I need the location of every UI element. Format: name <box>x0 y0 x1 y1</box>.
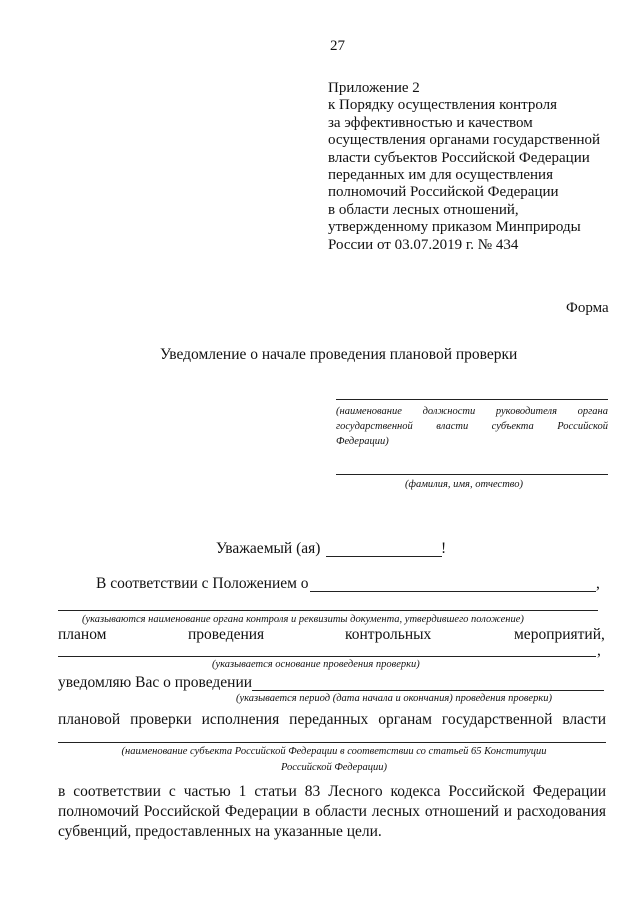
basis-note: (указывается основание проведения проверки) <box>212 659 420 670</box>
final-line: субвенций, предоставленных на указанные цели. <box>58 823 382 840</box>
regulation-line-2 <box>58 610 598 611</box>
appendix-line: утвержденному приказом Минприроды <box>328 219 581 236</box>
final-paragraph <box>58 782 606 842</box>
appendix-line: переданных им для осуществления <box>328 167 553 184</box>
comma: , <box>597 642 601 659</box>
final-line: полномочий Российской Федерации в области лесных отношений и расходования <box>58 803 606 820</box>
appendix-line: полномочий Российской Федерации <box>328 184 559 201</box>
plan-word: планом <box>58 626 107 643</box>
plan-word: проведения <box>188 626 265 643</box>
subject-note <box>60 744 608 776</box>
appendix-line: к Порядку осуществления контроля <box>328 97 558 114</box>
subject-line <box>58 742 606 743</box>
greeting-name-line <box>326 556 442 557</box>
regulation-line <box>310 591 596 592</box>
appendix-line: в области лесных отношений, <box>328 201 519 218</box>
note-line: Российской Федерации) <box>280 762 388 773</box>
note-line: (наименование должности руководителя органа <box>336 406 608 417</box>
final-line: в соответствии с частью 1 статьи 83 Лесного кодекса Российской Федерации <box>58 783 606 800</box>
regulation-note: (указываются наименование органа контроля и реквизиты документа, утвердившего положение) <box>82 614 524 625</box>
appendix-header <box>328 80 600 254</box>
recipient-fio-line <box>336 474 608 475</box>
page-number: 27 <box>330 38 345 54</box>
appendix-line: за эффективностью и качеством <box>328 114 533 131</box>
inspection-row: плановой проверки исполнения переданных органам государственной власти <box>58 711 606 728</box>
form-label: Форма <box>566 300 609 316</box>
basis-line <box>58 656 596 657</box>
note-line: (наименование субъекта Российской Федерации в соответствии со статьей 65 Конституции <box>121 746 547 757</box>
regulation-sentence: В соответствии с Положением о <box>96 575 309 592</box>
recipient-fio-note: (фамилия, имя, отчество) <box>405 479 523 490</box>
comma: , <box>596 575 600 592</box>
appendix-line: Приложение 2 <box>328 80 420 96</box>
greeting-exclamation: ! <box>441 540 447 557</box>
greeting: Уважаемый (ая) <box>216 540 321 557</box>
appendix-line: осуществления органами государственной <box>328 132 601 149</box>
note-line: Федерации) <box>336 436 389 447</box>
plan-word: мероприятий, <box>514 626 605 643</box>
recipient-position-line <box>336 399 608 400</box>
note-line: государственной власти субъекта Российской <box>336 421 608 432</box>
document-title: Уведомление о начале проведения плановой проверки <box>160 346 518 363</box>
appendix-line: власти субъектов Российской Федерации <box>328 149 590 166</box>
period-note: (указывается период (дата начала и окончания) проведения проверки) <box>236 693 552 704</box>
notify-text: уведомляю Вас о проведении <box>58 674 253 691</box>
period-line <box>252 690 604 691</box>
appendix-line: России от 03.07.2019 г. № 434 <box>328 236 519 253</box>
recipient-position-note <box>336 404 608 449</box>
plan-word: контрольных <box>345 626 432 643</box>
